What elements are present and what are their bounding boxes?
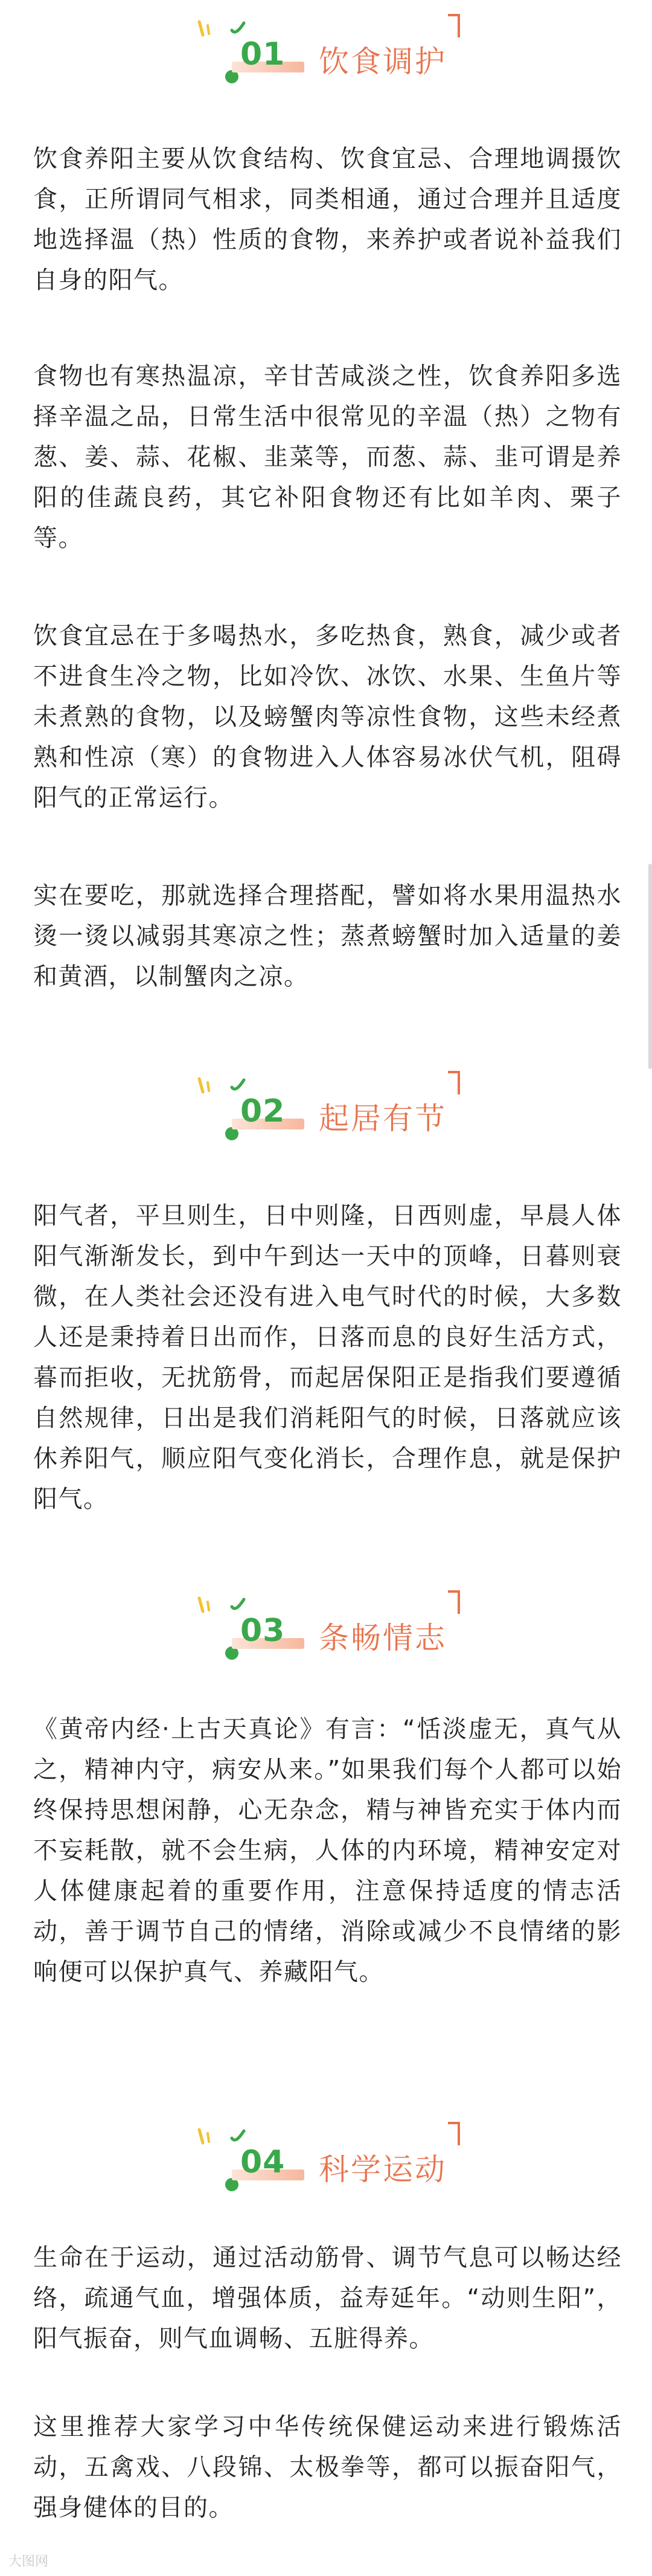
section-number: 03: [240, 1613, 286, 1649]
scrollbar[interactable]: [648, 864, 652, 1069]
paragraph: 饮食养阳主要从饮食结构、饮食宜忌、合理地调摄饮食，正所谓同气相求，同类相通，通过合理并且适度地选择温（热）性质的食物，来养护或者说补益我们自身的阳气。: [33, 145, 622, 294]
section-heading-01: [0, 18, 652, 91]
corner-bracket-icon: [447, 1070, 461, 1097]
paragraph: 实在要吃，那就选择合理搭配，譬如将水果用温热水烫一烫以减弱其寒凉之性；蒸煮螃蟹时加入适量的姜和黄酒，以制蟹肉之凉。: [33, 882, 622, 991]
corner-bracket-icon: [447, 2121, 461, 2148]
paragraph: 阳气者，平旦则生，日中则隆，日西则虚，早晨人体阳气渐渐发长，到中午到达一天中的顶峰，日暮则衰微，在人类社会还没有进入电气时代的时候，大多数人还是秉持着日出而作，日落而息的良好生活方式，暮而拒收，无扰筋骨，而起居保阳正是指我们要遵循自然规律，日出是我们消耗阳气的时候，日落就应该休养阳气，顺应阳气变化消长，合理作息，就是保护阳气。: [33, 1202, 622, 1513]
paragraph: 生命在于运动，通过活动筋骨、调节气息可以畅达经络，疏通气血，增强体质，益寿延年。“动则生阳”，阳气振奋，则气血调畅、五脏得养。: [33, 2244, 622, 2353]
section-title: 饮食调护: [319, 44, 447, 79]
section-title: 起居有节: [319, 1101, 447, 1136]
sparkle-icon: [194, 1075, 219, 1099]
paragraph: 这里推荐大家学习中华传统保健运动来进行锻炼活动，五禽戏、八段锦、太极拳等，都可以振奋阳气，强身健体的目的。: [33, 2413, 622, 2522]
section-number: 04: [240, 2144, 286, 2180]
section-number: 01: [240, 36, 286, 72]
paragraph: 《黄帝内经·上古天真论》有言：“恬淡虚无，真气从之，精神内守，病安从来。”如果我们每个人都可以始终保持思想闲静，心无杂念，精与神皆充实于体内而不妄耗散，就不会生病，人体的内环境，精神安定对人体健康起着的重要作用，注意保持适度的情志活动，善于调节自己的情绪，消除或减少不良情绪的影响便可以保护真气、养藏阳气。: [33, 1715, 622, 1986]
section-heading-03: [0, 1595, 652, 1667]
section-number: 02: [240, 1093, 286, 1129]
sparkle-icon: [194, 18, 219, 42]
section-title: 科学运动: [319, 2152, 447, 2187]
sparkle-icon: [194, 2126, 219, 2150]
sparkle-icon: [194, 1595, 219, 1619]
section-heading-02: [0, 1075, 652, 1148]
section-heading-04: [0, 2126, 652, 2199]
corner-bracket-icon: [447, 13, 461, 40]
paragraph: 饮食宜忌在于多喝热水，多吃热食，熟食，减少或者不进食生冷之物，比如冷饮、冰饮、水果、生鱼片等未煮熟的食物，以及螃蟹肉等凉性食物，这些未经煮熟和性凉（寒）的食物进入人体容易冰伏气机，阻碍阳气的正常运行。: [33, 622, 622, 812]
watermark: 大图网: [8, 2554, 49, 2569]
corner-bracket-icon: [447, 1590, 461, 1616]
section-title: 条畅情志: [319, 1620, 447, 1656]
paragraph: 食物也有寒热温凉，辛甘苦咸淡之性，饮食养阳多选择辛温之品，日常生活中很常见的辛温（热）之物有葱、姜、蒜、花椒、韭菜等，而葱、蒜、韭可谓是养阳的佳蔬良药，其它补阳食物还有比如羊肉、栗子等。: [33, 362, 622, 552]
